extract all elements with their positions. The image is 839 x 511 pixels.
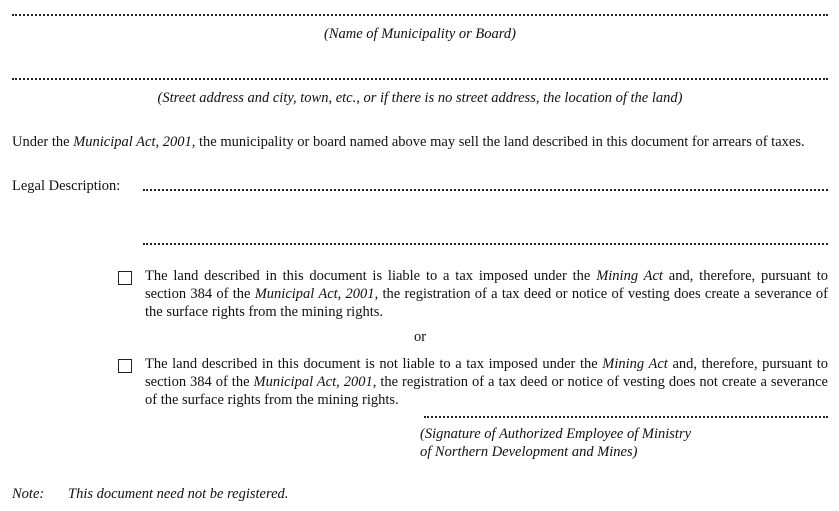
signature-caption-line-1: (Signature of Authorized Employee of Ministry: [420, 426, 692, 442]
municipality-name-line[interactable]: [12, 14, 828, 16]
or-separator: or: [413, 329, 427, 345]
signature-caption-line-2: of Northern Development and Mines): [420, 444, 638, 460]
liable-checkbox[interactable]: [118, 271, 132, 285]
address-line[interactable]: [12, 78, 828, 80]
intro-paragraph: Under the Municipal Act, 2001, the municipality or board named above may sell the land described in this document for arrears of taxes.: [12, 134, 805, 150]
signature-line[interactable]: [424, 416, 828, 418]
legal-description-line-1[interactable]: [143, 189, 828, 191]
legal-description-label: Legal Description:: [12, 178, 121, 194]
note-label: Note:: [12, 486, 45, 502]
municipal-act-ref: Municipal Act, 2001: [73, 134, 192, 150]
address-caption: (Street address and city, town, etc., or if there is no street address, the location of the land): [157, 90, 683, 106]
not-liable-checkbox[interactable]: [118, 359, 132, 373]
note-text: This document need not be registered.: [68, 486, 289, 502]
legal-description-line-2[interactable]: [143, 243, 828, 245]
municipality-caption: (Name of Municipality or Board): [324, 26, 516, 42]
not-liable-option-text: The land described in this document is not liable to a tax imposed under the Mining Act and, therefore, pursuant to section 384 of the Municipal Act, 2001, the registration of a tax deed or notice of vesting does not create a severance of the surface rights from the mining rights.: [145, 356, 828, 408]
liable-option-text: The land described in this document is liable to a tax imposed under the Mining Act and, therefore, pursuant to section 384 of the Municipal Act, 2001, the registration of a tax deed or notice of vesting does create a severance of the surface rights from the mining rights.: [145, 268, 828, 320]
